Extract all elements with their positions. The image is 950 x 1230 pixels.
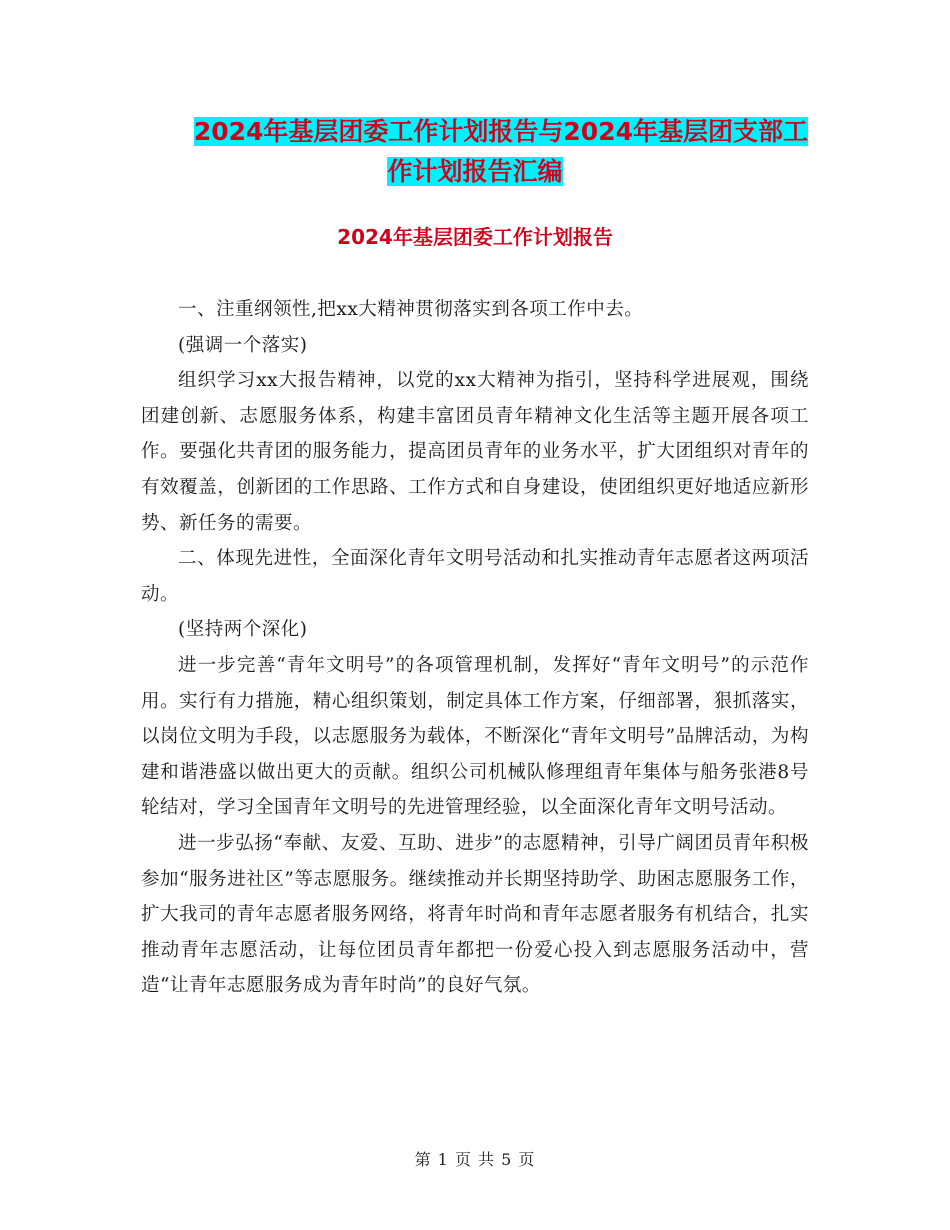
paragraph: 组织学习xx大报告精神，以党的xx大精神为指引，坚持科学进展观，围绕团建创新、志愿服务体系，构建丰富团员青年精神文化生活等主题开展各项工作。要强化共青团的服务能力，提高团员青年的业务水平，扩大团组织对青年的有效覆盖，创新团的工作思路、工作方式和自身建设，使团组织更好地适应新形势、新任务的需要。 <box>141 370 809 534</box>
title-line-1: 2024年基层团委工作计划报告与2024年基层团支部工 <box>193 117 808 146</box>
paragraph: 一、注重纲领性,把xx大精神贯彻落实到各项工作中去。 <box>178 299 644 320</box>
section-title: 2024年基层团委工作计划报告 <box>337 225 613 249</box>
page-footer: 第 1 页 共 5 页 <box>414 1150 536 1169</box>
paragraph: 进一步弘扬“奉献、友爱、互助、进步”的志愿精神，引导广阔团员青年积极参加“服务进社区”等志愿服务。继续推动并长期坚持助学、助困志愿服务工作，扩大我司的青年志愿者服务网络，将青年时尚和青年志愿者服务有机结合，扎实推动青年志愿活动，让每位团员青年都把一份爱心投入到志愿服务活动中，营造“让青年志愿服务成为青年时尚”的良好气氛。 <box>141 832 809 997</box>
paragraph: (坚持两个深化) <box>178 619 308 641</box>
document-title <box>140 112 810 192</box>
paragraph: (强调一个落实) <box>178 334 308 356</box>
title-line-2: 作计划报告汇编 <box>387 157 563 186</box>
document-body <box>141 292 809 1004</box>
paragraph: 进一步完善“青年文明号”的各项管理机制，发挥好“青年文明号”的示范作用。实行有力措施，精心组织策划，制定具体工作方案，仔细部署，狠抓落实，以岗位文明为手段，以志愿服务为载体，不断深化“青年文明号”品牌活动，为构建和谐港盛以做出更大的贡献。组织公司机械队修理组青年集体与船务张港8号轮结对，学习全国青年文明号的先进管理经验，以全面深化青年文明号活动。 <box>141 654 809 819</box>
paragraph: 二、体现先进性，全面深化青年文明号活动和扎实推动青年志愿者这两项活动。 <box>141 548 809 605</box>
